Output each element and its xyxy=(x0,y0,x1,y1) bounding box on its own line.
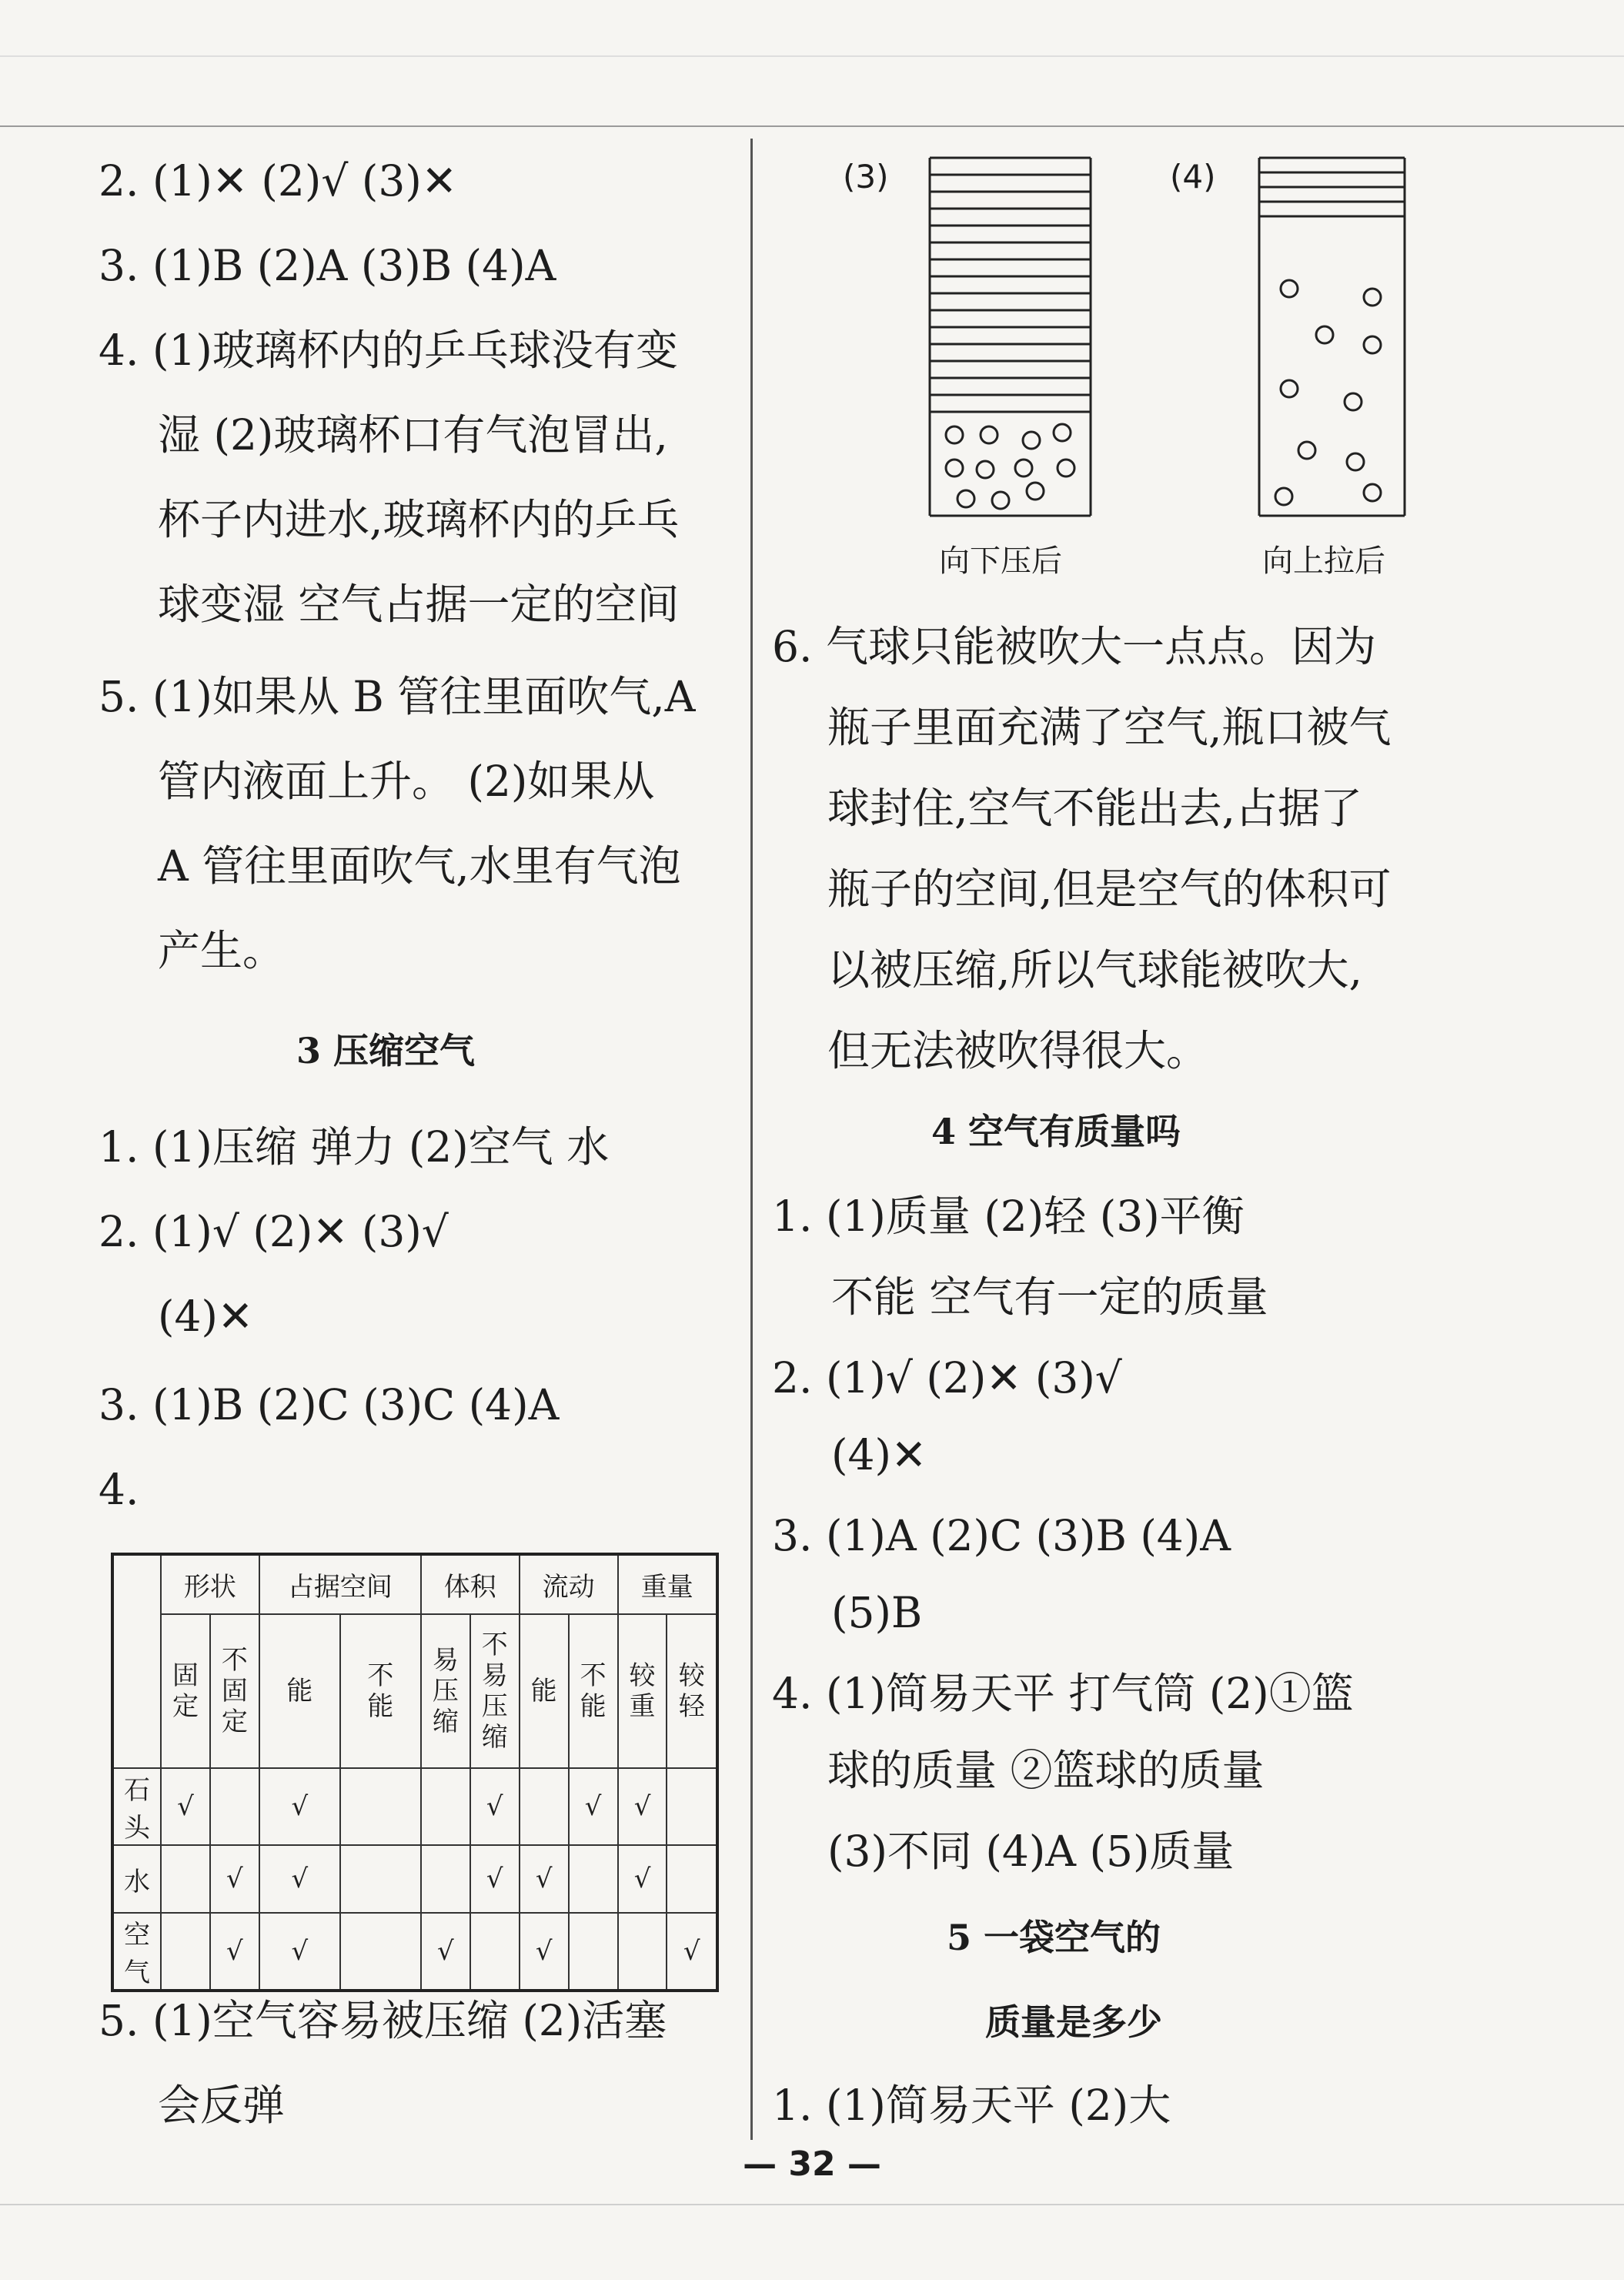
row-label: 水 xyxy=(112,1845,161,1913)
syringe-pushed-down-diagram xyxy=(927,154,1093,520)
answer-line: A 管往里面吹气,水里有气泡 xyxy=(158,841,681,891)
answer-line: 管内液面上升。 (2)如果从 xyxy=(158,757,655,806)
table-cell xyxy=(161,1913,210,1991)
table-cell xyxy=(569,1913,618,1991)
diagram-label: (4) xyxy=(1170,158,1216,196)
answer-line: 球封住,空气不能出去,占据了 xyxy=(827,784,1362,833)
sub-header: 能 xyxy=(259,1614,340,1768)
table-cell xyxy=(569,1845,618,1913)
answer-line: 5. (1)如果从 B 管往里面吹气,A xyxy=(99,672,696,721)
table-cell xyxy=(340,1845,421,1913)
table-cell: √ xyxy=(470,1768,520,1845)
table-cell xyxy=(161,1845,210,1913)
group-header: 占据空间 xyxy=(259,1554,421,1614)
answer-line: 1. (1)质量 (2)轻 (3)平衡 xyxy=(772,1192,1245,1241)
sub-header: 固定 xyxy=(161,1614,210,1768)
answer-line: 瓶子的空间,但是空气的体积可 xyxy=(827,864,1392,914)
table-cell xyxy=(520,1768,569,1845)
table-cell xyxy=(421,1768,470,1845)
table-cell: √ xyxy=(667,1913,717,1991)
table-row xyxy=(112,1913,717,1991)
table-cell xyxy=(470,1913,520,1991)
table-cell xyxy=(340,1913,421,1991)
answer-line: 6. 气球只能被吹大一点点。因为 xyxy=(772,622,1376,671)
syringe-pulled-up-diagram xyxy=(1257,154,1407,520)
answer-line: 5. (1)空气容易被压缩 (2)活塞 xyxy=(99,1996,667,2045)
table-cell: √ xyxy=(259,1845,340,1913)
table-cell: √ xyxy=(520,1913,569,1991)
section-title: 4 空气有质量吗 xyxy=(931,1111,1181,1152)
bottom-rule xyxy=(0,2204,1624,2205)
header-rule xyxy=(0,125,1624,127)
table-cell: √ xyxy=(259,1913,340,1991)
table-cell: √ xyxy=(569,1768,618,1845)
row-label: 石头 xyxy=(112,1768,161,1845)
answer-line: 产生。 xyxy=(158,926,286,975)
table-cell xyxy=(618,1913,667,1991)
answer-line: (4)✕ xyxy=(831,1430,927,1479)
section-title: 5 一袋空气的 xyxy=(947,1917,1161,1958)
table-cell xyxy=(667,1768,717,1845)
answer-line: 2. (1)√ (2)✕ (3)√ xyxy=(772,1353,1122,1402)
sub-header: 不能 xyxy=(340,1614,421,1768)
answer-line: 3. (1)B (2)C (3)C (4)A xyxy=(99,1380,560,1429)
table-cell: √ xyxy=(421,1913,470,1991)
sub-header: 较重 xyxy=(618,1614,667,1768)
answer-line: (3)不同 (4)A (5)质量 xyxy=(827,1827,1235,1876)
answer-line: 2. (1)✕ (2)√ (3)✕ xyxy=(99,156,457,206)
answer-line: 4. xyxy=(99,1465,139,1514)
answer-line: 4. (1)玻璃杯内的乒乓球没有变 xyxy=(99,326,678,375)
group-header: 体积 xyxy=(421,1554,520,1614)
row-label: 空气 xyxy=(112,1913,161,1991)
properties-table xyxy=(111,1553,719,1992)
section-title: 3 压缩空气 xyxy=(296,1030,476,1071)
answer-line: 1. (1)简易天平 (2)大 xyxy=(772,2081,1171,2130)
answer-line: (5)B xyxy=(831,1588,923,1637)
table-cell: √ xyxy=(259,1768,340,1845)
top-faint-rule xyxy=(0,55,1624,57)
sub-header: 不能 xyxy=(569,1614,618,1768)
table-cell: √ xyxy=(618,1768,667,1845)
answer-line: 以被压缩,所以气球能被吹大, xyxy=(827,945,1362,995)
table-cell: √ xyxy=(210,1913,259,1991)
answer-line: 杯子内进水,玻璃杯内的乒乓 xyxy=(158,495,680,544)
table-cell: √ xyxy=(618,1845,667,1913)
table-cell: √ xyxy=(470,1845,520,1913)
answer-line: 2. (1)√ (2)✕ (3)√ xyxy=(99,1207,449,1256)
table-cell: √ xyxy=(520,1845,569,1913)
diagram-label: (3) xyxy=(843,158,889,196)
diagram-caption: 向下压后 xyxy=(939,543,1062,579)
sub-header: 不易压缩 xyxy=(470,1614,520,1768)
table-row xyxy=(112,1768,717,1845)
answer-line: (4)✕ xyxy=(158,1292,253,1341)
table-cell: √ xyxy=(210,1845,259,1913)
table-row xyxy=(112,1845,717,1913)
table-cell xyxy=(667,1845,717,1913)
answer-line: 1. (1)压缩 弹力 (2)空气 水 xyxy=(99,1122,610,1172)
answer-line: 4. (1)简易天平 打气筒 (2)①篮 xyxy=(772,1669,1354,1718)
answer-line: 会反弹 xyxy=(158,2081,286,2130)
diagram-caption: 向上拉后 xyxy=(1262,543,1385,579)
sub-header: 较轻 xyxy=(667,1614,717,1768)
group-header: 重量 xyxy=(618,1554,717,1614)
table-cell xyxy=(210,1768,259,1845)
column-divider xyxy=(750,139,753,2140)
section-title: 质量是多少 xyxy=(985,2001,1162,2043)
answer-line: 球变湿 空气占据一定的空间 xyxy=(158,580,680,629)
answer-line: 但无法被吹得很大。 xyxy=(827,1026,1209,1075)
table-cell xyxy=(340,1768,421,1845)
answer-line: 湿 (2)玻璃杯口有气泡冒出, xyxy=(158,410,668,460)
answer-line: 不能 空气有一定的质量 xyxy=(831,1272,1268,1322)
answer-line: 瓶子里面充满了空气,瓶口被气 xyxy=(827,703,1392,752)
group-header: 形状 xyxy=(161,1554,259,1614)
table-cell xyxy=(421,1845,470,1913)
page-number: — 32 — xyxy=(743,2145,881,2184)
table-cell: √ xyxy=(161,1768,210,1845)
answer-line: 3. (1)A (2)C (3)B (4)A xyxy=(772,1511,1231,1560)
answer-line: 球的质量 ②篮球的质量 xyxy=(827,1746,1265,1795)
sub-header: 易压缩 xyxy=(421,1614,470,1768)
group-header: 流动 xyxy=(520,1554,618,1614)
sub-header: 能 xyxy=(520,1614,569,1768)
sub-header: 不固定 xyxy=(210,1614,259,1768)
answer-line: 3. (1)B (2)A (3)B (4)A xyxy=(99,241,556,290)
table-corner xyxy=(112,1554,161,1768)
